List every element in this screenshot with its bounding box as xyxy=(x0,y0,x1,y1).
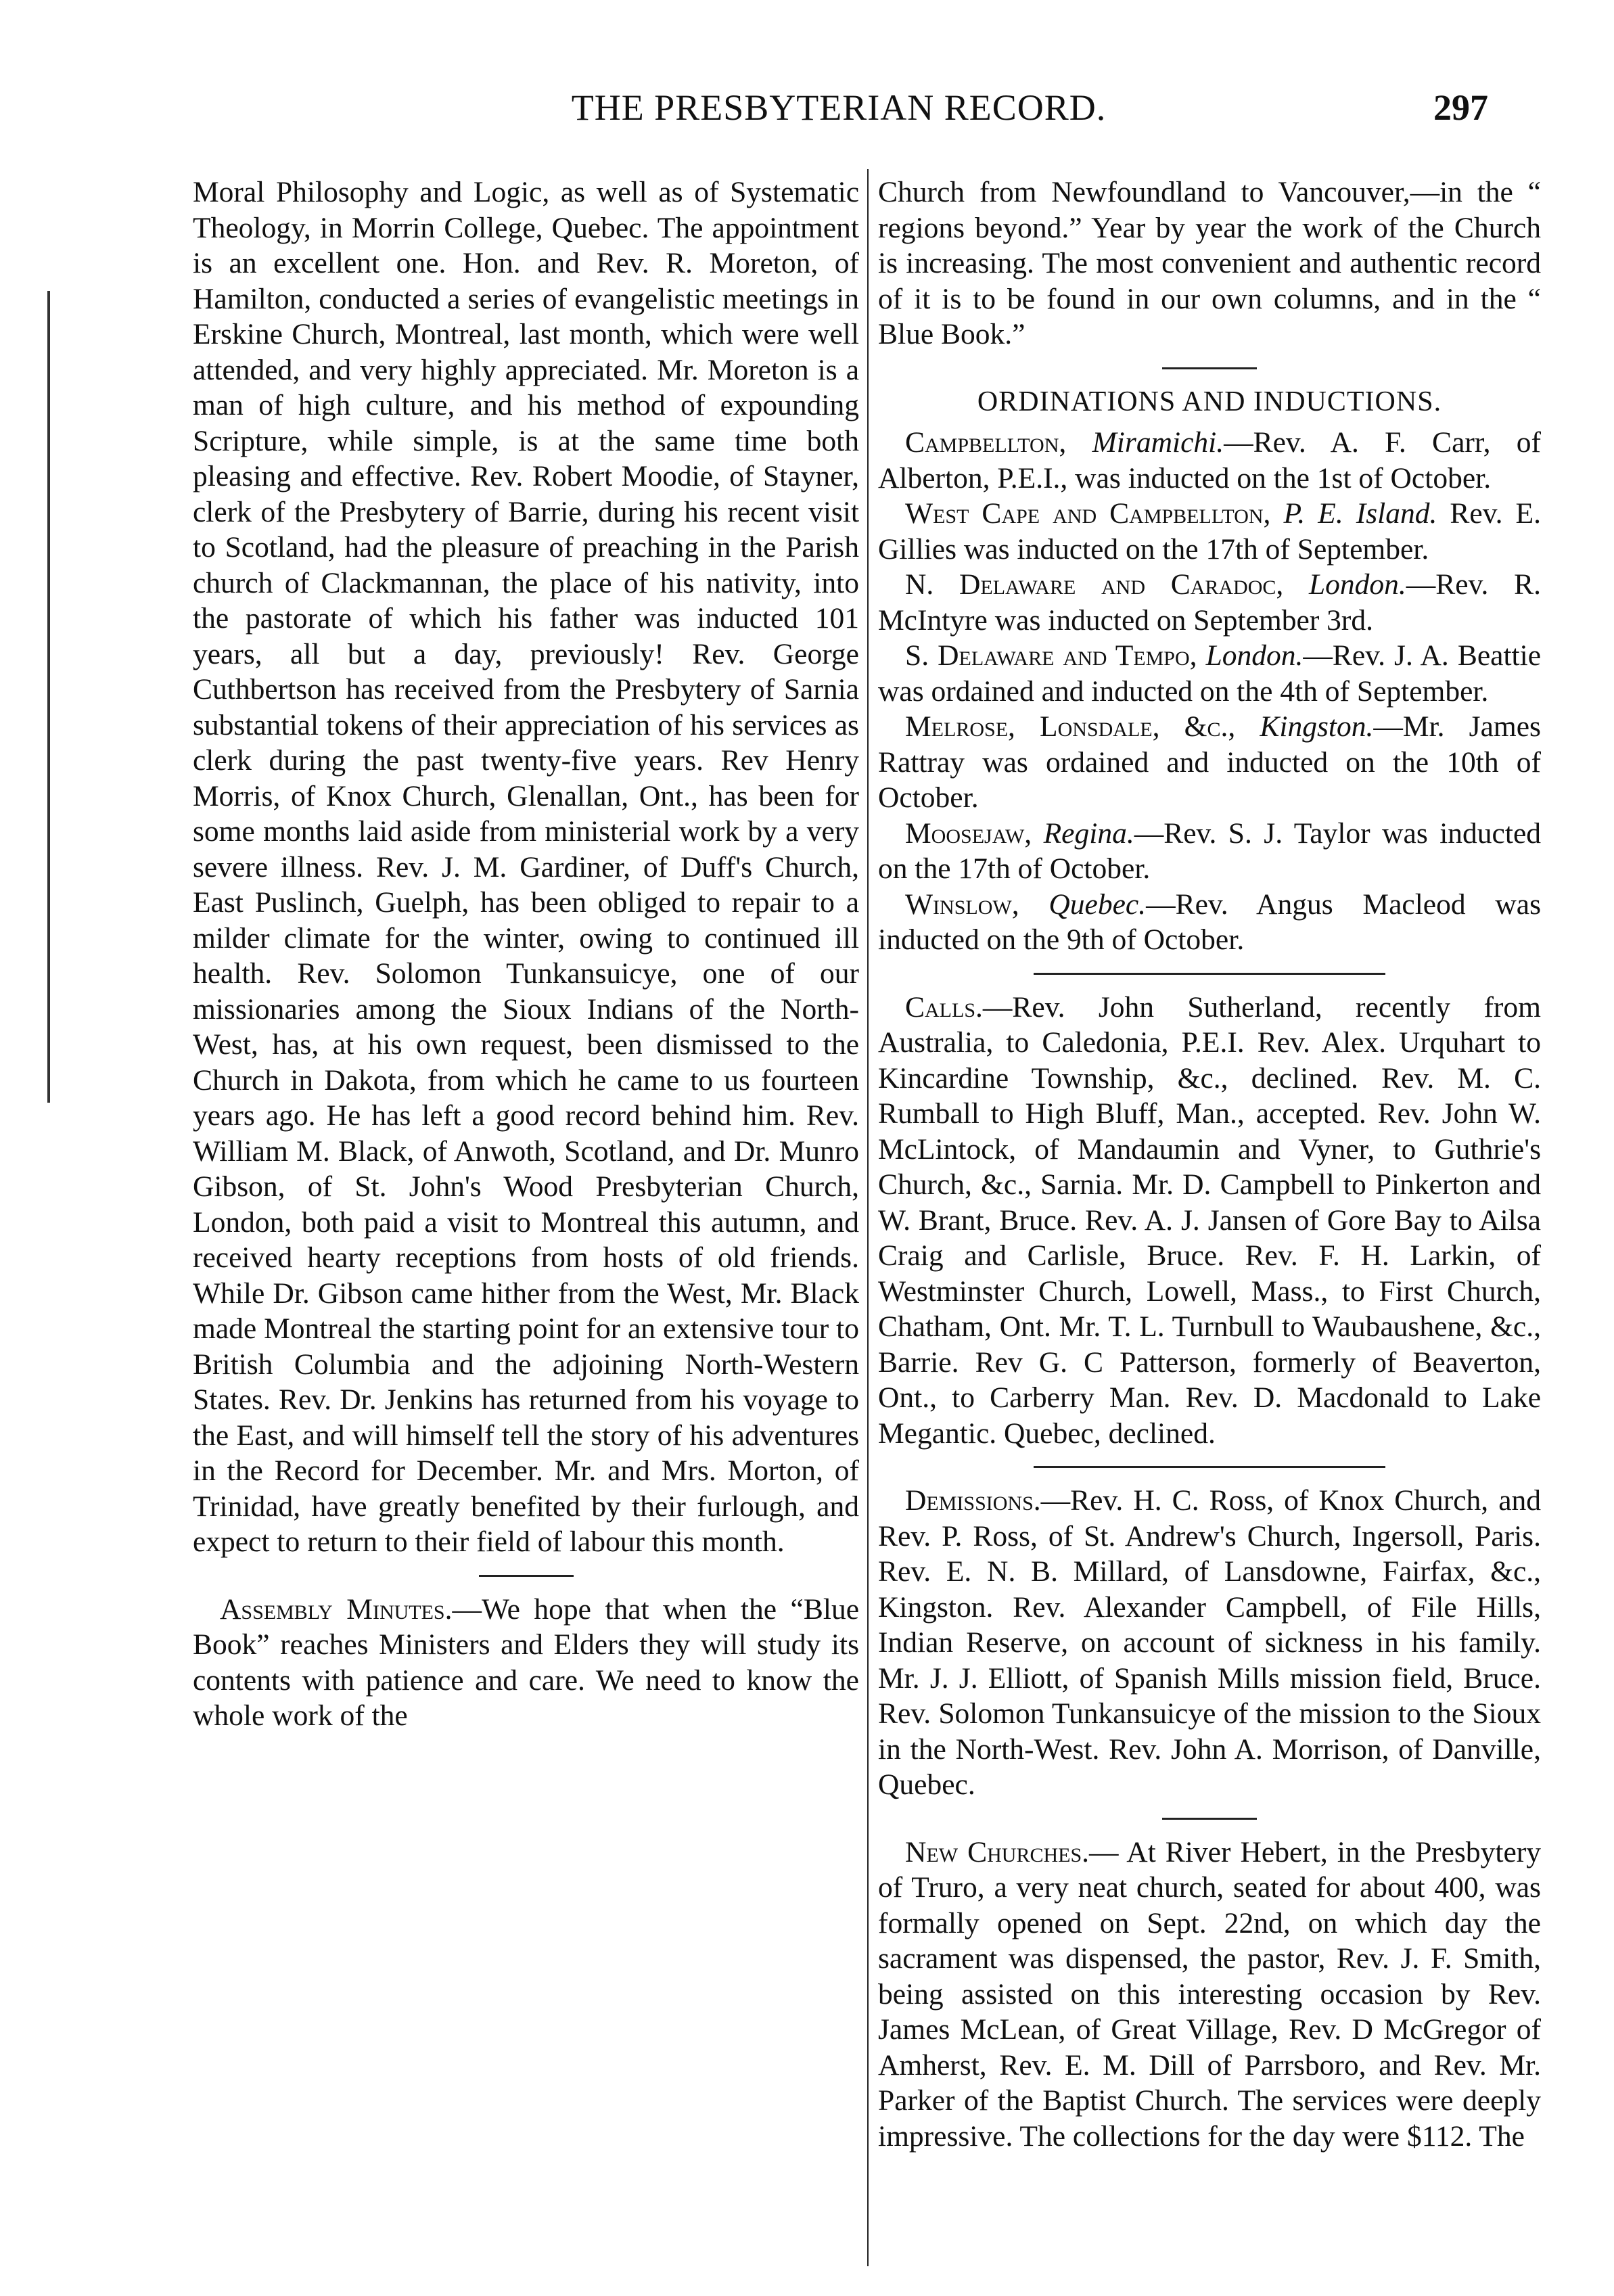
item-text: —Rev. R. McIntyre was inducted on September 3rd. xyxy=(878,568,1541,637)
section-text: — At River Hebert, in the Presbytery of Truro, a very neat church, seated for about 400, was formally opened on Sept. 22nd, on which day the sacrament was dispensed, the pastor, Rev. J. F. Smith, being assisted on this interesting occasion by Rev. James McLean, of Great Village, Rev. D McGregor of Amherst, Rev. E. M. Dill of Parrsboro, and Rev. Mr. Parker of the Baptist Church. The services were deeply impressive. The collections for the day were $112. The xyxy=(878,1835,1541,2153)
page-header xyxy=(189,87,1488,141)
margin-mark xyxy=(47,291,57,1103)
congregation-name: N. Delaware and Caradoc, xyxy=(905,568,1284,601)
congregation-name: Campbellton, xyxy=(905,426,1067,459)
congregation-name: Winslow, xyxy=(905,888,1019,921)
section-heading: ORDINATIONS AND INDUCTIONS. xyxy=(977,386,1442,417)
ordination-item xyxy=(878,496,1541,567)
presbytery-name: P. E. Island. xyxy=(1283,497,1437,530)
journal-title: THE PRESBYTERIAN RECORD. xyxy=(571,87,1107,128)
ordination-item xyxy=(878,638,1541,709)
news-paragraph: Moral Philosophy and Logic, as well as of Systematic Theology, in Morrin College, Quebec. The appointment is an excellent one. Hon. and Rev. R. Moreton, of Hamilton, conducted a series of evangelistic meetings in Erskine Church, Montreal, last month, which were well attended, and very highly appreciated. Mr. Moreton is a man of high culture, and his method of expounding Scripture, while simple, is at the same time both pleasing and effective. Rev. Robert Moodie, of Stayner, clerk of the Presbytery of Barrie, during his recent visit to Scotland, had the pleasure of preaching in the Parish church of Clackmannan, the place of his nativity, into the pastorate of which his father was inducted 101 years, all but a day, previously! Rev. George Cuthbertson has received from the Presbytery of Sarnia substantial tokens of their appreciation of his services as clerk during the past twenty-five years. Rev Henry Morris, of Knox Church, Glenallan, Ont., has been for some months laid aside from ministerial work by a very severe illness. Rev. J. M. Gardiner, of Duff's Church, East Puslinch, Guelph, has been obliged to repair to a milder climate for the winter, owing to continued ill health. Rev. Solomon Tunkansuicye, one of our missionaries among the Sioux Indians of the North-West, has, at his own request, been dismissed to the Church in Dakota, from which he came to us fourteen years ago. He has left a good record behind him. Rev. William M. Black, of Anwoth, Scotland, and Dr. Munro Gibson, of St. John's Wood Presbyterian Church, London, both paid a visit to Montreal this autumn, and received hearty receptions from hosts of old friends. While Dr. Gibson came hither from the West, Mr. Black made Montreal the starting point for an extensive tour to British Columbia and the adjoining North-Western States. Rev. Dr. Jenkins has returned from his voyage to the East, and will himself tell the story of his adventures in the Record for December. Mr. and Mrs. Morton, of Trinidad, have greatly benefited by their furlough, and expect to return to their field of labour this month. xyxy=(193,176,859,1558)
separator-rule xyxy=(1034,973,1385,975)
separator-rule xyxy=(479,1575,574,1577)
assembly-minutes-paragraph xyxy=(193,1592,859,1734)
presbytery-name: London. xyxy=(1308,568,1406,601)
item-text: —Rev. Angus Macleod was inducted on the 9th of October. xyxy=(878,888,1541,956)
presbytery-name: Miramichi. xyxy=(1092,426,1224,459)
congregation-name: Moosejaw, xyxy=(905,817,1032,850)
separator-rule xyxy=(1162,367,1257,369)
ordination-item xyxy=(878,816,1541,887)
presbytery-name: Quebec. xyxy=(1048,888,1147,921)
separator-rule xyxy=(1034,1466,1385,1468)
section-lead: Calls. xyxy=(905,990,983,1024)
ordination-item xyxy=(878,709,1541,816)
section-text: —Rev. John Sutherland, recently from Australia, to Caledonia, P.E.I. Rev. Alex. Urquhart to Kincardine Township, &c., declined. Rev. M. C. Rumball to High Bluff, Man., accepted. Rev. John W. McLintock, of Mandaumin and Vyner, to Guthrie's Church, &c., Sarnia. Mr. D. Campbell to Pinkerton and W. Brant, Bruce. Rev. A. J. Jansen of Gore Bay to Ailsa Craig and Carlisle, Bruce. Rev. F. H. Larkin, of Westminster Church, Lowell, Mass., to First Church, Chatham, Ont. Mr. T. L. Turnbull to Waubaushene, &c., Barrie. Rev G. C Patterson, formerly of Beaverton, Ont., to Carberry Man. Rev. D. Macdonald to Lake Megantic. Quebec, declined. xyxy=(878,990,1541,1450)
section-lead: New Churches. xyxy=(905,1835,1090,1868)
item-text: —Mr. James Rattray was ordained and inducted on the 10th of October. xyxy=(878,710,1541,814)
section-text: —We hope that when the “Blue Book” reaches Ministers and Elders they will study its contents with patience and care. We need to know the whole work of the xyxy=(193,1592,859,1732)
item-text: —Rev. S. J. Taylor was inducted on the 17th of October. xyxy=(878,817,1541,885)
section-text: —Rev. H. C. Ross, of Knox Church, and Rev. P. Ross, of St. Andrew's Church, Ingersoll, Paris. Rev. E. N. B. Millard, of Lansdowne, Fairfax, &c., Kingston. Rev. Alexander Campbell, of File Hills, Indian Reserve, on account of sickness in his family. Mr. J. J. Elliott, of Spanish Mills mission field, Bruce. Rev. Solomon Tunkansuicye of the mission to the Sioux in the North-West. Rev. John A. Morrison, of Danville, Quebec. xyxy=(878,1484,1541,1801)
presbytery-name: Regina. xyxy=(1043,817,1134,850)
presbytery-name: London. xyxy=(1205,639,1304,672)
item-text: —Rev. J. A. Beattie was ordained and inducted on the 4th of September. xyxy=(878,639,1541,708)
item-text: —Rev. A. F. Carr, of Alberton, P.E.I., was inducted on the 1st of October. xyxy=(878,426,1541,495)
calls-paragraph xyxy=(878,990,1541,1452)
new-churches-paragraph xyxy=(878,1835,1541,2155)
page-number: 297 xyxy=(1433,87,1488,128)
presbytery-name: Kingston. xyxy=(1260,710,1374,743)
ordination-item xyxy=(878,887,1541,958)
continued-paragraph: Church from Newfoundland to Vancouver,—in the “ regions beyond.” Year by year the work of the Church is increasing. The most convenient and authentic record of it is to be found in our own columns, and in the “ Blue Book.” xyxy=(878,176,1541,350)
section-lead: Demissions. xyxy=(905,1484,1041,1517)
section-lead: Assembly Minutes. xyxy=(220,1592,453,1626)
ordination-item xyxy=(878,425,1541,496)
separator-rule xyxy=(1162,1818,1257,1820)
congregation-name: S. Delaware and Tempo, xyxy=(905,639,1197,672)
left-column xyxy=(193,175,859,2265)
congregation-name: West Cape and Campbellton, xyxy=(905,497,1271,530)
ordination-item xyxy=(878,567,1541,638)
right-column xyxy=(878,175,1541,2265)
column-divider xyxy=(867,169,869,2266)
item-text: Rev. E. Gillies was inducted on the 17th of September. xyxy=(878,497,1541,566)
demissions-paragraph xyxy=(878,1483,1541,1803)
congregation-name: Melrose, Lonsdale, &c., xyxy=(905,710,1236,743)
